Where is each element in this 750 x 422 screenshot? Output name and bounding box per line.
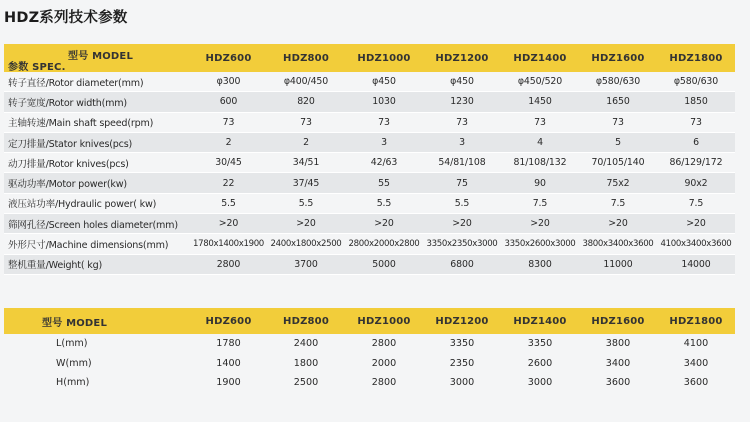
row-label: 转子直径/Rotor diameter(mm) (4, 72, 190, 92)
table-cell: 30/45 (190, 153, 267, 173)
table-row (4, 112, 735, 132)
table-cell: 820 (267, 92, 345, 112)
table-cell: >20 (657, 214, 735, 234)
table-cell: 4100x3400x3600 (657, 234, 735, 254)
row-label: 外形尺寸/Machine dimensions(mm) (4, 234, 190, 254)
table-cell: 73 (657, 112, 735, 132)
table-cell: 7.5 (501, 193, 579, 213)
table-cell: 1850 (657, 92, 735, 112)
corner-spec-label: 参数 SPEC. (8, 62, 66, 73)
table-cell: 2350 (449, 357, 475, 369)
spec-table (4, 44, 735, 275)
row-label: L(mm) (56, 338, 88, 350)
model-header: HDZ1000 (345, 44, 423, 72)
table-cell: 73 (423, 112, 501, 132)
table-cell: 2500 (293, 377, 319, 389)
row-label: 液压站功率/Hydraulic power( kw) (4, 193, 190, 213)
table-cell: 2800x2000x2800 (345, 234, 423, 254)
table-cell: >20 (501, 214, 579, 234)
table-cell: 3 (345, 132, 423, 152)
table-cell: 14000 (657, 254, 735, 274)
table-cell: 3800 (605, 338, 631, 350)
table-cell: 37/45 (267, 173, 345, 193)
table-cell: >20 (267, 214, 345, 234)
table-cell: 73 (501, 112, 579, 132)
table-cell: φ300 (190, 72, 267, 92)
table-cell: 1900 (216, 377, 241, 389)
table-cell: 2 (190, 132, 267, 152)
table-cell: 73 (579, 112, 657, 132)
model-header: HDZ600 (190, 44, 267, 72)
dimension-table-header (4, 308, 735, 334)
table-cell: 2600 (527, 357, 553, 369)
model-header: HDZ1000 (345, 308, 423, 334)
table-cell: 5.5 (190, 193, 267, 213)
table-cell: 22 (190, 173, 267, 193)
table-cell: >20 (190, 214, 267, 234)
table-cell: 7.5 (657, 193, 735, 213)
table-cell: 2800 (190, 254, 267, 274)
table-cell: 2400 (293, 338, 319, 350)
table-cell: 8300 (501, 254, 579, 274)
table-cell: 4100 (683, 338, 709, 350)
model-header: HDZ1600 (579, 44, 657, 72)
table-cell: φ400/450 (267, 72, 345, 92)
table-row (4, 354, 735, 374)
table-cell: φ580/630 (657, 72, 735, 92)
table-cell: 3600 (683, 377, 709, 389)
table-cell: 90 (501, 173, 579, 193)
table-cell: 1800 (293, 357, 319, 369)
table-cell: 3600 (605, 377, 631, 389)
table-cell: 3400 (605, 357, 631, 369)
model-header: HDZ1400 (501, 308, 579, 334)
table-cell: 1030 (345, 92, 423, 112)
row-label: 整机重量/Weight( kg) (4, 254, 190, 274)
table-cell: 1650 (579, 92, 657, 112)
spec-table-header (4, 44, 735, 72)
row-label: 驱动功率/Motor power(kw) (4, 173, 190, 193)
table-row (4, 373, 735, 393)
table-cell: 1400 (216, 357, 241, 369)
table-cell: 34/51 (267, 153, 345, 173)
table-row (4, 254, 735, 274)
table-cell: 1780x1400x1900 (190, 234, 267, 254)
table-cell: 6 (657, 132, 735, 152)
table-cell: 2000 (371, 357, 397, 369)
row-label: W(mm) (56, 357, 92, 369)
model-header: HDZ1600 (579, 308, 657, 334)
table-cell: 4 (501, 132, 579, 152)
table-cell: >20 (423, 214, 501, 234)
table-cell: 5000 (345, 254, 423, 274)
table-cell: 11000 (579, 254, 657, 274)
table-cell: 86/129/172 (657, 153, 735, 173)
table-cell: 90x2 (657, 173, 735, 193)
table-cell: 5.5 (345, 193, 423, 213)
table-cell: 70/105/140 (579, 153, 657, 173)
table-cell: φ450 (345, 72, 423, 92)
row-label: 动刀排量/Rotor knives(pcs) (4, 153, 190, 173)
table-row (4, 153, 735, 173)
model-header: HDZ1200 (423, 44, 501, 72)
table-cell: 2800 (371, 338, 397, 350)
header-corner (4, 44, 190, 72)
table-cell: >20 (345, 214, 423, 234)
table-cell: 75 (423, 173, 501, 193)
row-label: 主轴转速/Main shaft speed(rpm) (4, 112, 190, 132)
table-row (4, 193, 735, 213)
table-cell: 3400 (683, 357, 709, 369)
table-cell: φ450 (423, 72, 501, 92)
table-cell: 73 (267, 112, 345, 132)
table-cell: 3800x3400x3600 (579, 234, 657, 254)
table-cell: 3350x2600x3000 (501, 234, 579, 254)
model-header: HDZ600 (190, 308, 267, 334)
table-cell: 2 (267, 132, 345, 152)
table-cell: φ450/520 (501, 72, 579, 92)
table-row (4, 234, 735, 254)
dimension-table (4, 308, 735, 393)
row-label: 定刀排量/Stator knives(pcs) (4, 132, 190, 152)
model-header: HDZ1800 (657, 308, 735, 334)
model-header: HDZ800 (267, 308, 345, 334)
table-cell: >20 (579, 214, 657, 234)
table-cell: 2800 (371, 377, 397, 389)
table-cell: 1780 (216, 338, 241, 350)
table-cell: 54/81/108 (423, 153, 501, 173)
table-cell: 1230 (423, 92, 501, 112)
table-row (4, 92, 735, 112)
model-header: HDZ1400 (501, 44, 579, 72)
model-label: 型号 MODEL (4, 308, 190, 334)
table-cell: 55 (345, 173, 423, 193)
row-label: 转子宽度/Rotor width(mm) (4, 92, 190, 112)
table-cell: 2400x1800x2500 (267, 234, 345, 254)
page-title: HDZ系列技术参数 (4, 10, 128, 26)
table-cell: 1450 (501, 92, 579, 112)
table-cell: 75x2 (579, 173, 657, 193)
model-header: HDZ800 (267, 44, 345, 72)
table-cell: 7.5 (579, 193, 657, 213)
table-cell: 3350 (449, 338, 475, 350)
table-cell: 5.5 (267, 193, 345, 213)
table-cell: 3 (423, 132, 501, 152)
table-cell: 3700 (267, 254, 345, 274)
table-row (4, 334, 735, 354)
row-label: H(mm) (56, 377, 90, 389)
table-row (4, 72, 735, 92)
table-cell: 81/108/132 (501, 153, 579, 173)
table-cell: 3350x2350x3000 (423, 234, 501, 254)
table-cell: 42/63 (345, 153, 423, 173)
table-cell: 73 (190, 112, 267, 132)
table-row (4, 132, 735, 152)
table-cell: 5 (579, 132, 657, 152)
table-cell: 3350 (527, 338, 553, 350)
table-cell: φ580/630 (579, 72, 657, 92)
corner-model-label: 型号 MODEL (68, 51, 134, 62)
table-cell: 600 (190, 92, 267, 112)
model-header: HDZ1200 (423, 308, 501, 334)
table-cell: 73 (345, 112, 423, 132)
table-cell: 5.5 (423, 193, 501, 213)
table-cell: 3000 (527, 377, 553, 389)
table-row (4, 173, 735, 193)
model-header: HDZ1800 (657, 44, 735, 72)
table-cell: 6800 (423, 254, 501, 274)
row-label: 筛网孔径/Screen holes diameter(mm) (4, 214, 190, 234)
table-row (4, 214, 735, 234)
table-cell: 3000 (449, 377, 475, 389)
